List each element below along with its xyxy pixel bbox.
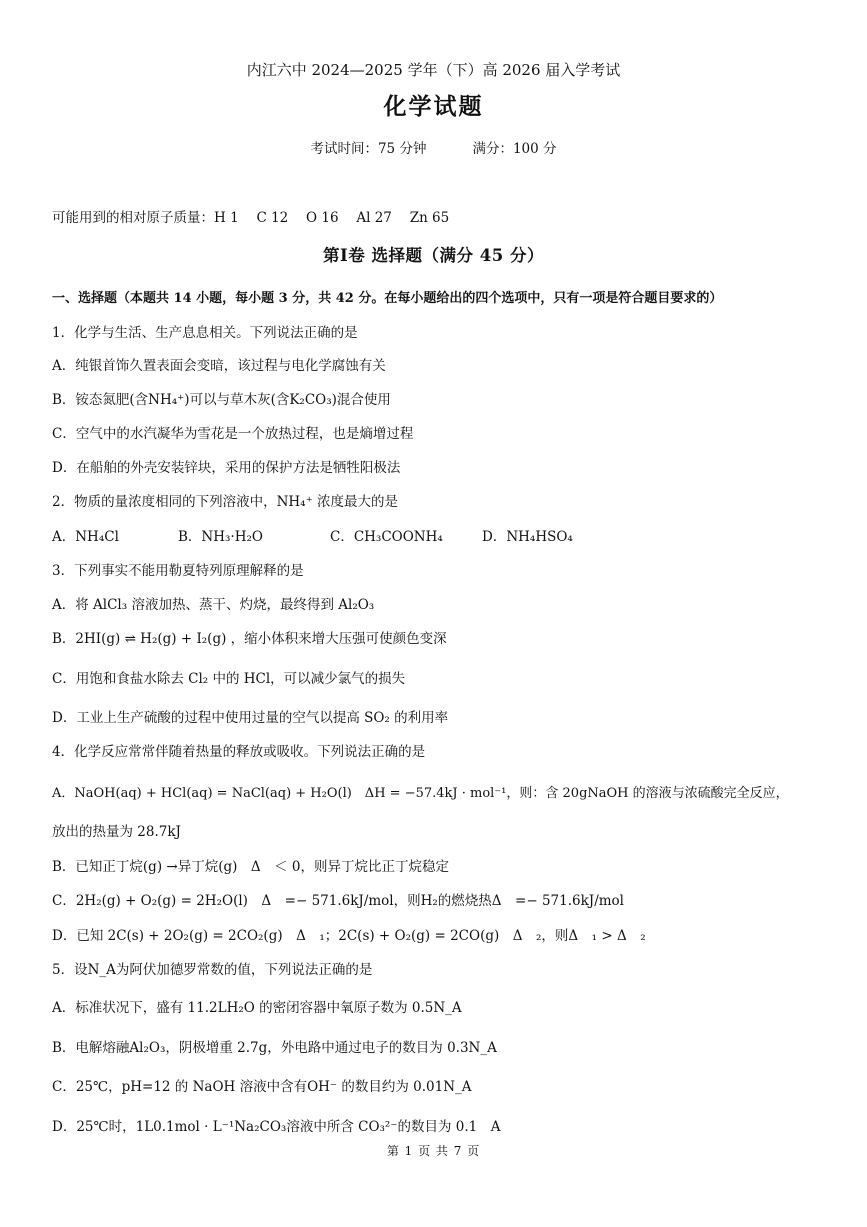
section-title: 第Ⅰ卷 选择题（满分 45 分） — [323, 246, 544, 265]
question-5-option-b: B．电解熔融Al₂O₃，阴极增重 2.7g，外电路中通过电子的数目为 0.3N_A — [52, 1040, 497, 1056]
question-1-option-d: D．在船舶的外壳安装锌块，采用的保护方法是牺牲阳极法 — [52, 460, 401, 476]
question-1-stem: 1．化学与生活、生产息息相关。下列说法正确的是 — [52, 325, 358, 341]
question-2-options — [52, 528, 573, 546]
question-3-option-a: A．将 AlCl₃ 溶液加热、蒸干、灼烧，最终得到 Al₂O₃ — [52, 597, 375, 613]
exam-time: 考试时间：75 分钟 — [310, 141, 427, 157]
question-3-option-c: C．用饱和食盐水除去 Cl₂ 中的 HCl，可以减少氯气的损失 — [52, 671, 406, 687]
question-1-option-b: B．铵态氮肥(含NH₄⁺)可以与草木灰(含K₂CO₃)混合使用 — [52, 392, 391, 408]
question-4-stem: 4．化学反应常常伴随着热量的释放或吸收。下列说法正确的是 — [52, 744, 426, 760]
atomic-masses-line: 可能用到的相对原子质量：H 1 C 12 O 16 Al 27 Zn 65 — [52, 210, 450, 226]
question-5-option-a: A．标准状况下，盛有 11.2LH₂O 的密闭容器中氧原子数为 0.5N_A — [52, 1000, 462, 1016]
question-2-option-c: C．CH₃COONH₄ — [330, 529, 443, 545]
question-2-option-b: B．NH₃·H₂O — [178, 529, 263, 545]
exam-full-score: 满分：100 分 — [472, 141, 557, 157]
question-5-stem: 5．设N_A为阿伏加德罗常数的值，下列说法正确的是 — [52, 962, 373, 978]
question-3-option-b: B．2HI(g) ⇌ H₂(g) + I₂(g) ，缩小体积来增大压强可使颜色变深 — [52, 631, 447, 647]
question-4-option-c: C．2H₂(g) + O₂(g) = 2H₂O(l) Δ =− 571.6kJ/mol，则H₂的燃烧热Δ =− 571.6kJ/mol — [52, 893, 624, 909]
question-2-option-a: A．NH₄Cl — [52, 529, 119, 545]
question-3-stem: 3．下列事实不能用勒夏特列原理解释的是 — [52, 563, 304, 579]
question-1-option-a: A．纯银首饰久置表面会变暗，该过程与电化学腐蚀有关 — [52, 358, 386, 374]
page-number-footer: 第 1 页 共 7 页 — [386, 1144, 481, 1158]
question-5-option-c: C．25℃，pH=12 的 NaOH 溶液中含有OH⁻ 的数目约为 0.01N_A — [52, 1079, 472, 1095]
school-exam-line: 内江六中 2024—2025 学年（下）高 2026 届入学考试 — [246, 61, 621, 79]
question-5-option-d: D．25℃时，1L0.1mol · L⁻¹Na₂CO₃溶液中所含 CO₃²⁻的数目为 0.1 A — [52, 1119, 501, 1135]
question-4-option-a: A．NaOH(aq) + HCl(aq) = NaCl(aq) + H₂O(l) ΔH = −57.4kJ · mol⁻¹，则：含 20gNaOH 的溶液与浓硫酸完全反应， — [52, 786, 789, 801]
exam-title: 化学试题 — [383, 93, 484, 120]
question-4-option-a-continued: 放出的热量为 28.7kJ — [52, 824, 181, 840]
question-1-option-c: C．空气中的水汽凝华为雪花是一个放热过程，也是熵增过程 — [52, 426, 414, 442]
question-4-option-b: B．已知正丁烷(g) →异丁烷(g) Δ ＜ 0，则异丁烷比正丁烷稳定 — [52, 859, 450, 875]
question-2-stem: 2．物质的量浓度相同的下列溶液中，NH₄⁺ 浓度最大的是 — [52, 494, 399, 510]
question-2-option-d: D．NH₄HSO₄ — [482, 529, 573, 545]
part-heading: 一、选择题（本题共 14 小题，每小题 3 分，共 42 分。在每小题给出的四个选项中，只有一项是符合题目要求的） — [52, 291, 723, 306]
question-4-option-d: D．已知 2C(s) + 2O₂(g) = 2CO₂(g) Δ ₁；2C(s) + O₂(g) = 2CO(g) Δ ₂，则Δ ₁ > Δ ₂ — [52, 928, 646, 944]
exam-meta — [0, 140, 867, 158]
question-3-option-d: D．工业上生产硫酸的过程中使用过量的空气以提高 SO₂ 的利用率 — [52, 710, 449, 726]
